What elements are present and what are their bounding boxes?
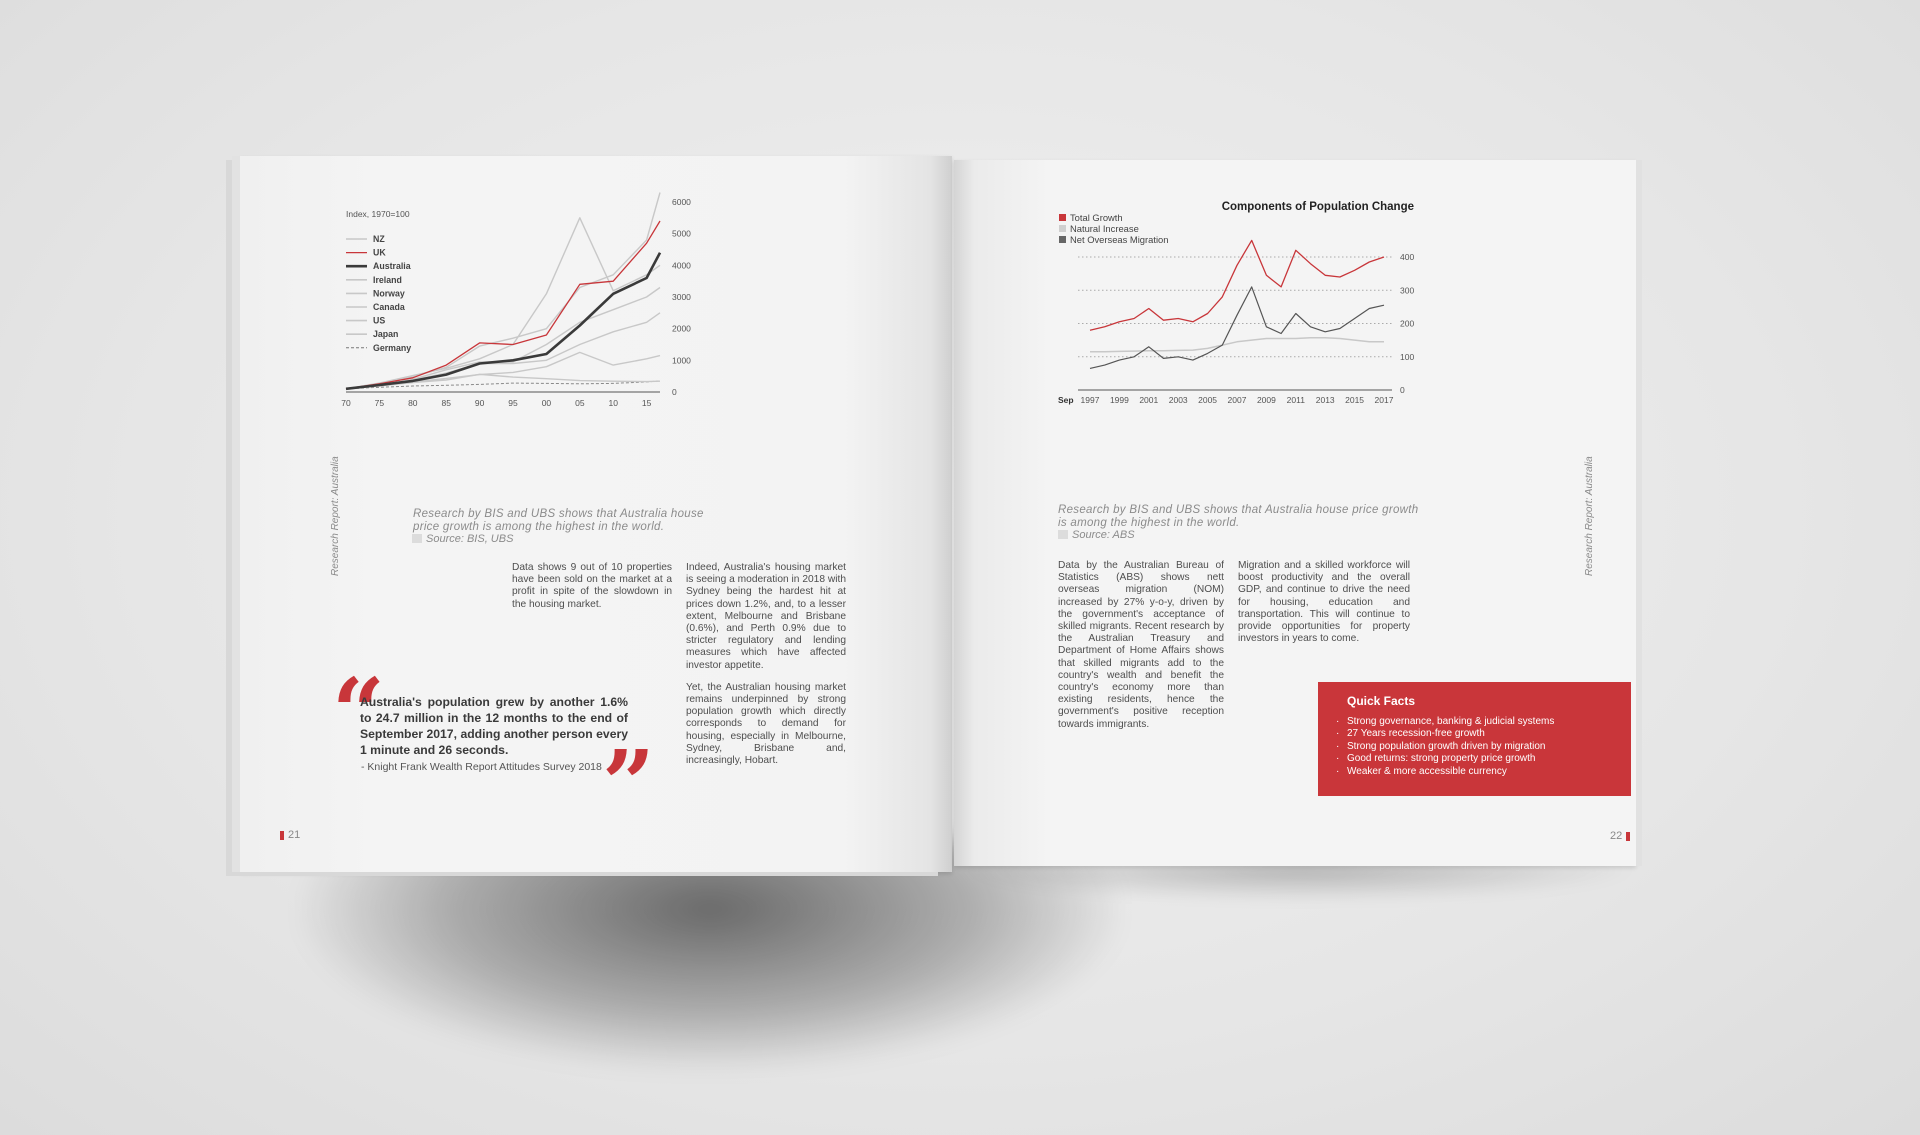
legend-label-natural-increase: Natural Increase <box>1070 223 1139 234</box>
quick-facts-box <box>1318 682 1631 796</box>
legend-label-canada: Canada <box>373 302 405 312</box>
y-tick-label: 400 <box>1400 252 1415 262</box>
legend-swatch-net-overseas-migration <box>1059 236 1066 243</box>
source-swatch <box>1058 530 1068 539</box>
body-paragraph: Migration and a skilled workforce will boost productivity and the overall GDP, and continue to drive the need for housing, education and transportation. This will continue to provide opportunities for property investors in years to come. <box>1238 560 1410 645</box>
chart-source <box>1058 529 1135 541</box>
series-line-australia <box>346 253 660 389</box>
legend-label-australia: Australia <box>373 261 411 272</box>
y-tick-label: 200 <box>1400 318 1415 329</box>
body-column-2 <box>686 562 846 777</box>
y-tick-label: 1000 <box>672 355 691 366</box>
page-marker <box>1626 832 1630 841</box>
body-paragraph: Yet, the Australian housing market remains underpinned by strong population growth which directly corresponds to demand for housing, especially in Melbourne, Sydney, Brisbane and, increasingly, Hobart. <box>686 681 846 767</box>
legend-label-nz: NZ <box>373 234 385 244</box>
x-tick-label: 1997 <box>1080 395 1100 405</box>
chart-caption <box>413 508 704 534</box>
body-column-1 <box>512 562 672 621</box>
y-tick-label: 0 <box>1400 385 1405 395</box>
body-column-1 <box>1058 560 1224 741</box>
legend-label-us: US <box>373 315 386 326</box>
left-page <box>240 156 952 872</box>
page-marker <box>280 831 284 840</box>
legend-label-norway: Norway <box>373 288 405 299</box>
quick-fact-item: · Good returns: strong property price growth <box>1336 753 1554 765</box>
body-paragraph: Data by the Australian Bureau of Statistics (ABS) shows nett overseas migration (NOM) increased by 27% y-o-y, driven by the government's acceptance of skilled migrants. Recent research by the Australian Treasury and Department of Home Affairs shows that skilled migrants add to the country's wealth and benefit the country's economy more than existing residents, hence the government's positive reception towards immigrants. <box>1058 560 1224 730</box>
quote-attribution: - Knight Frank Wealth Report Attitudes Survey 2018 <box>361 761 602 773</box>
x-tick-label: 85 <box>441 398 451 408</box>
x-tick-label: 2001 <box>1139 395 1159 405</box>
y-tick-label: 3000 <box>672 292 691 302</box>
body-paragraph: Data shows 9 out of 10 properties have been sold on the market at a profit in spite of the slowdown in the housing market. <box>512 562 672 610</box>
x-tick-label: 10 <box>608 398 618 408</box>
close-quote-icon: ” <box>602 730 655 838</box>
legend-label-uk: UK <box>373 247 386 258</box>
x-tick-label: 2015 <box>1345 395 1365 405</box>
chart-source-text: Source: BIS, UBS <box>426 533 514 545</box>
legend-label-germany: Germany <box>373 342 412 353</box>
x-tick-label: 1999 <box>1109 395 1129 405</box>
quick-fact-item: · Strong population growth driven by migration <box>1336 741 1554 753</box>
chart-caption-line1: Research by BIS and UBS shows that Australia house price growth <box>1058 504 1419 516</box>
y-tick-label: 4000 <box>672 260 691 271</box>
y-tick-label: 100 <box>1400 351 1415 362</box>
y-axis-label: Index, 1970=100 <box>346 209 410 219</box>
quick-facts-list <box>1336 716 1554 778</box>
y-tick-label: 5000 <box>672 228 691 239</box>
legend-swatch-natural-increase <box>1059 225 1066 232</box>
quick-fact-item: · Weaker & more accessible currency <box>1336 766 1554 778</box>
x-tick-label: 05 <box>575 398 585 408</box>
x-tick-label: 2003 <box>1168 395 1188 405</box>
x-tick-label: 80 <box>408 398 418 408</box>
quick-fact-item: · 27 Years recession-free growth <box>1336 728 1554 740</box>
chart-caption-line2: is among the highest in the world. <box>1058 517 1240 529</box>
x-tick-label: 90 <box>474 398 485 408</box>
side-label: Research Report: Australia <box>1584 456 1595 576</box>
x-axis-label: Sep <box>1058 395 1074 405</box>
book-shadow-right <box>960 862 1640 902</box>
pull-quote: Australia's population grew by another 1.6% to 24.7 million in the 12 months to the end of September 2017, adding another person every 1 minute and 26 seconds. <box>360 695 628 757</box>
x-tick-label: 95 <box>508 398 518 408</box>
chart-source <box>412 533 513 545</box>
chart-caption-line2: price growth is among the highest in the world. <box>413 521 665 533</box>
x-tick-label: 15 <box>641 398 652 408</box>
x-tick-label: 70 <box>341 398 351 408</box>
side-label: Research Report: Australia <box>330 456 341 576</box>
x-tick-label: 2017 <box>1374 395 1394 405</box>
x-tick-label: 2007 <box>1227 395 1247 405</box>
chart-title: Components of Population Change <box>1221 201 1414 213</box>
legend-label-net-overseas-migration: Net Overseas Migration <box>1070 234 1169 245</box>
quick-fact-item: · Strong governance, banking & judicial systems <box>1336 716 1554 728</box>
legend-label-ireland: Ireland <box>373 274 402 285</box>
chart-caption <box>1058 504 1418 530</box>
x-tick-label: 2011 <box>1286 395 1305 405</box>
x-tick-label: 2013 <box>1315 395 1335 405</box>
chart-caption-line1: Research by BIS and UBS shows that Australia house <box>413 508 704 520</box>
page-number: 22 <box>1610 830 1623 842</box>
x-tick-label: 00 <box>541 398 552 408</box>
chart-source-text: Source: ABS <box>1072 529 1135 541</box>
y-tick-label: 2000 <box>672 323 691 334</box>
legend-label-total-growth: Total Growth <box>1070 212 1123 223</box>
legend-swatch-total-growth <box>1059 214 1066 221</box>
x-tick-label: 75 <box>374 398 385 408</box>
page-number: 21 <box>288 829 301 841</box>
y-tick-label: 300 <box>1400 285 1415 296</box>
series-line-net-overseas-migration <box>1090 287 1384 369</box>
series-line-total-growth <box>1090 240 1384 330</box>
body-column-2 <box>1238 560 1410 655</box>
right-page <box>954 160 1636 866</box>
body-paragraph: Indeed, Australia's housing market is seeing a moderation in 2018 with Sydney being the hardest hit at prices down 1.2%, and, to a lesser extent, Melbourne and Brisbane (0.6%), and Perth 0.9% due to stricter regulatory and lending measures which have affected investor appetite. <box>686 562 846 671</box>
quick-facts-title: Quick Facts <box>1347 694 1416 708</box>
open-quote-icon: “ <box>332 658 385 766</box>
source-swatch <box>412 534 422 543</box>
y-tick-label: 6000 <box>672 197 691 207</box>
series-line-natural-increase <box>1090 338 1384 352</box>
x-tick-label: 2009 <box>1256 395 1276 405</box>
legend-label-japan: Japan <box>373 329 399 340</box>
x-tick-label: 2005 <box>1198 395 1218 405</box>
y-tick-label: 0 <box>672 387 677 397</box>
